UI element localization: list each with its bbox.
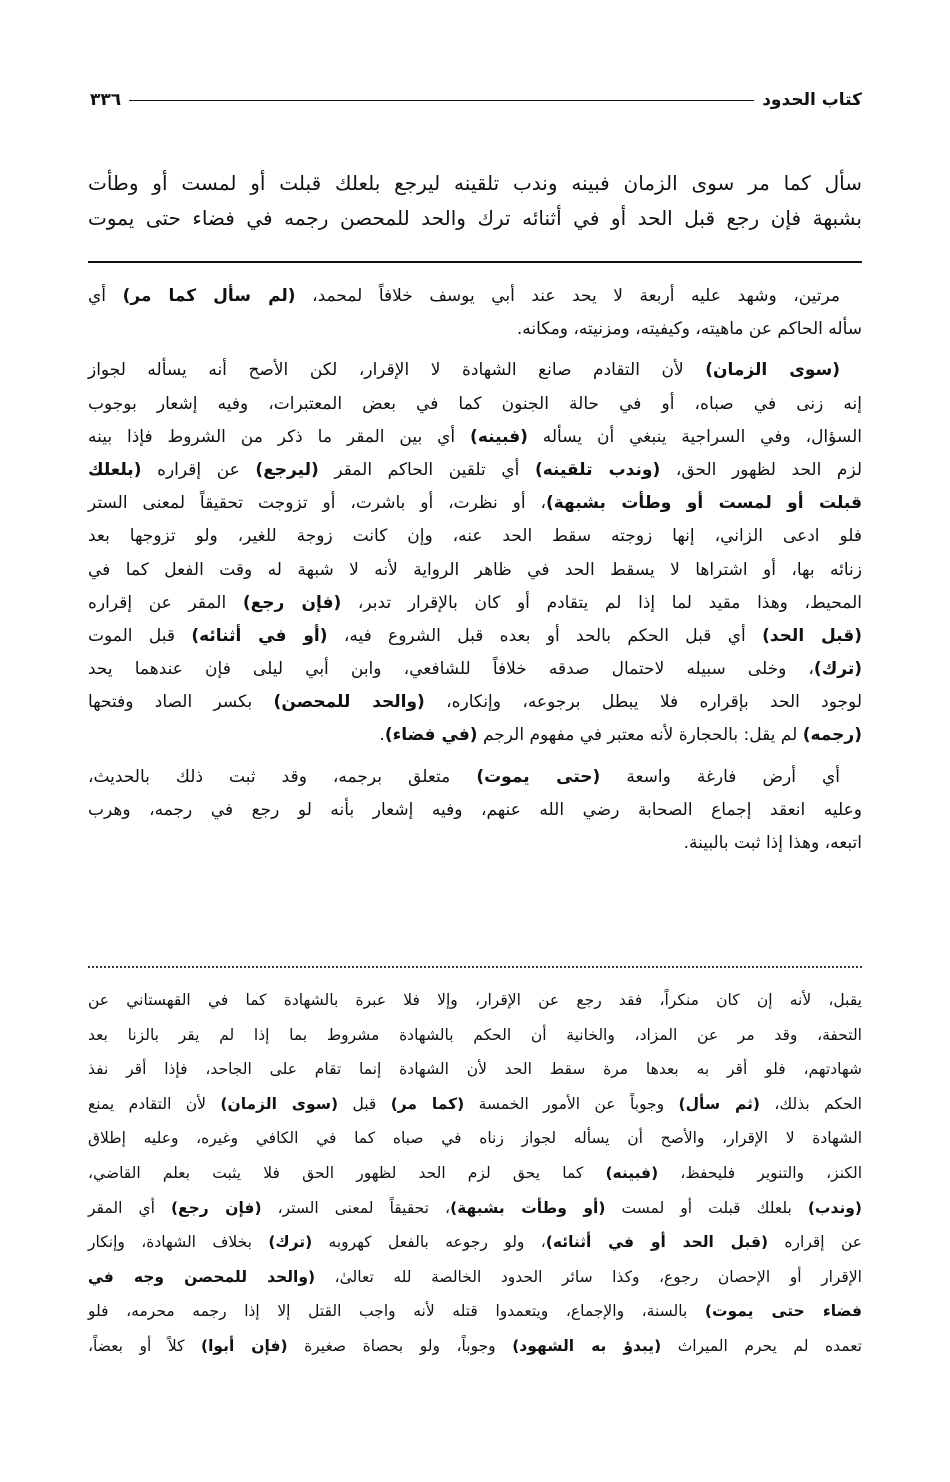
bold-term: (يبدؤ به الشهود) [512, 1336, 662, 1355]
text-line [88, 388, 862, 421]
main-text [88, 166, 862, 236]
text-line [88, 794, 862, 827]
text-line [88, 1052, 862, 1087]
bold-term: (فإن رجع) [242, 592, 342, 613]
bold-term: (ثم سأل) [678, 1094, 761, 1113]
header-rule [129, 100, 754, 101]
page-number: ٣٣٦ [90, 90, 122, 110]
bold-term: (فإن رجع) [170, 1198, 262, 1217]
bold-term: (ترك) [268, 1233, 313, 1252]
text-segment: وجوباً، ولو بحصاة صغيرة [287, 1336, 513, 1355]
text-segment: قبل [338, 1094, 391, 1113]
text-line [88, 761, 862, 794]
text-segment: السؤال، وفي السراجية ينبغي أن يسأله [527, 426, 862, 447]
commentary-paragraph [88, 761, 862, 861]
text-line [88, 454, 862, 487]
text-segment: متعلق برجمه، وقد ثبت ذلك بالحديث، [88, 766, 477, 787]
text-segment: لم يقل: بالحجارة لأنه معتبر في مفهوم الرجم [477, 725, 803, 746]
bold-term: (لم سأل كما مر) [122, 286, 296, 306]
text-segment: وجوباً عن الأمور الخمسة [464, 1094, 679, 1113]
text-line [88, 280, 862, 313]
text-line [88, 1121, 862, 1156]
text-line [88, 1260, 862, 1295]
bold-term: (فبينه) [470, 426, 528, 447]
bold-term: (كما مر) [390, 1094, 465, 1113]
text-segment: أي أرض فارغة واسعة [600, 766, 840, 787]
commentary-paragraph [88, 354, 862, 752]
bold-term: (والحد للمحصن) [273, 692, 425, 713]
footnote [88, 983, 862, 1364]
bold-term: (أو في أثنائه) [191, 625, 328, 646]
text-segment: اتبعه، وهذا إذا ثبت بالبينة. [683, 833, 862, 853]
text-line [88, 554, 862, 587]
text-segment: الإقرار أو الإحصان رجوع، وكذا سائر الحدود الخالصة لله تعالىٰ، [315, 1267, 862, 1286]
text-line [88, 587, 862, 620]
text-segment: فلو ادعى الزاني، إنها زوجته سقط الحد عنه، وإن كانت زوجة للغير، ولو تزوجها بعد [88, 526, 862, 547]
bold-term: (حتى يموت) [476, 766, 601, 787]
bold-term: فضاء حتى يموت) [704, 1302, 862, 1321]
text-segment: التحفة، وقد مر عن المزاد، والخانية أن الحكم بالشهادة مشروط بما إذا لم يقر بالزنا بعد [88, 1025, 862, 1044]
text-segment: أي المقر [88, 1198, 171, 1217]
text-segment: أي تلقين الحاكم المقر [318, 459, 535, 480]
text-segment: أي [88, 286, 123, 306]
text-line [88, 354, 862, 387]
text-line [88, 313, 862, 346]
text-segment: كلاً أو بعضاً، [88, 1336, 202, 1355]
text-line [88, 653, 862, 686]
bold-term: (قبل الحد) [762, 625, 863, 646]
text-segment: سأل كما مر سوى الزمان فبينه وندب تلقينه ليرجع بلعلك قبلت أو لمست أو وطأت [88, 171, 862, 195]
bold-term: (وندب) [807, 1198, 862, 1217]
bold-term: (فإن أبوا) [201, 1336, 288, 1355]
bold-term: (قبل الحد أو في أثنائه) [545, 1233, 769, 1252]
text-line [88, 983, 862, 1018]
running-header [90, 86, 862, 114]
bold-term: (فبينه) [605, 1163, 659, 1182]
text-segment: وعليه انعقد إجماع الصحابة رضي الله عنهم، وفيه إشعار بأنه لو رجع في رجمه، وهرب [88, 799, 862, 820]
bold-term: (بلعلك [88, 459, 142, 480]
text-segment: مرتين، وشهد عليه أربعة لا يحد عند أبي يوسف خلافاً لمحمد، [295, 286, 840, 306]
text-segment: أي قبل الحكم بالحد أو بعده قبل الشروع فيه، [327, 625, 763, 646]
text-segment: المحيط، وهذا مقيد لما إذا لم يتقادم أو كان بالإقرار تدبر، [341, 592, 863, 613]
chapter-title: كتاب الحدود [762, 90, 862, 110]
text-segment: عن إقراره [768, 1233, 862, 1252]
text-line [88, 1018, 862, 1053]
text-line [88, 1087, 862, 1122]
commentary-paragraph [88, 280, 862, 346]
text-segment: لأن التقادم صانع الشهادة لا الإقرار، لكن الأصح أنه يسأله لجواز [88, 360, 706, 381]
text-line [88, 686, 862, 719]
text-segment: قبل الموت [88, 625, 192, 646]
text-segment: أي بين المقر ما ذكر من الشروط فإذا بينه [88, 426, 471, 447]
text-line [88, 1156, 862, 1191]
text-line [88, 487, 862, 520]
bold-term: (في فضاء) [384, 725, 478, 746]
text-segment: بلعلك قبلت أو لمست [605, 1198, 808, 1217]
bold-term: (والحد للمحصن وجه في [88, 1267, 316, 1286]
text-segment: . [379, 725, 385, 746]
text-line [88, 520, 862, 553]
text-segment: الشهادة لا الإقرار، والأصح أن يسأله لجواز زناه في صباه كما في الكافي وغيره، وعليه إطلاق [88, 1129, 862, 1148]
text-line [88, 1191, 862, 1226]
text-segment: ، ولو رجوعه بالفعل كهروبه [312, 1233, 546, 1252]
text-segment: لزم الحد لظهور الحق، [660, 459, 863, 480]
text-segment: بشبهة فإن رجع قبل الحد أو في أثنائه ترك والحد للمحصن رجمه في فضاء حتى يموت [88, 206, 862, 230]
text-line [88, 827, 862, 860]
text-segment: ، وخلى سبيله لاحتمال صدقه خلافاً للشافعي، وابن أبي ليلى فإن عندهما يحد [88, 659, 814, 680]
text-segment: بكسر الصاد وفتحها [88, 692, 274, 713]
bold-term: قبلت أو لمست أو وطأت بشبهة) [545, 493, 862, 514]
bold-term: (رجمه) [802, 725, 862, 746]
text-segment: ، تحقيقاً لمعنى الستر، [261, 1198, 451, 1217]
commentary [88, 280, 862, 868]
text-segment: سأله الحاكم عن ماهيته، وكيفيته، ومزنيته، ومكانه. [516, 319, 862, 340]
main-text-divider [88, 261, 862, 263]
bold-term: (ترك) [813, 659, 862, 680]
text-segment: زنائه بها، أو اشتراها لا يسقط الحد في ظاهر الرواية لأنه لا شبهة له وقت الفعل كما في [88, 559, 862, 580]
text-segment: كما يحق لزم الحد لظهور الحق فلا يثبت بعلم القاضي، [88, 1163, 606, 1182]
text-segment: بالسنة، والإجماع، ويتعمدوا قتله لأنه واجب القتل إلا إذا رجمه محرمه، فلو [88, 1302, 705, 1321]
bold-term: (سوى الزمان) [705, 360, 840, 381]
text-line [88, 1294, 862, 1329]
text-line [88, 421, 862, 454]
text-segment: يقبل، لأنه إن كان منكراً، فقد رجع عن الإقرار، وإلا فلا عبرة بالشهادة كما في القهستاني عن [88, 991, 862, 1009]
text-segment: لأن التقادم يمنع [88, 1094, 221, 1113]
text-segment: لوجود الحد بإقراره فلا يبطل برجوعه، وإنكاره، [424, 692, 863, 713]
text-line [88, 201, 862, 236]
text-line [88, 1225, 862, 1260]
text-segment: المقر عن إقراره [88, 592, 243, 613]
text-line [88, 1329, 862, 1364]
footnote-divider [88, 966, 862, 968]
text-segment: شهادتهم، فلو أقر به بعدها مرة سقط الحد لأن الشهادة إنما تقام على الجاحد، فإذا أقر نفذ [88, 1060, 862, 1079]
text-segment: ، أو نظرت، أو باشرت، أو تزوجت تحقيقاً لمعنى الستر [88, 493, 546, 514]
text-segment: بخلاف الشهادة، وإنكار [88, 1233, 269, 1252]
text-line [88, 620, 862, 653]
bold-term: (وندب تلقينه) [534, 459, 661, 480]
text-segment: عن إقراره [141, 459, 256, 480]
text-line [88, 719, 862, 752]
text-segment: إنه زنى في صباه، أو في حالة الجنون كما في بعض المعتبرات، وفيه إشعار بوجوب [88, 393, 862, 414]
bold-term: (ليرجع) [255, 459, 319, 480]
bold-term: (أو وطأت بشبهة) [450, 1198, 606, 1217]
text-segment: الكنز، والتنوير فليحفظ، [658, 1163, 862, 1182]
text-segment: تعمده لم يحرم الميراث [661, 1336, 862, 1355]
text-line [88, 166, 862, 201]
bold-term: (سوى الزمان) [220, 1094, 339, 1113]
text-segment: الحكم بذلك، [760, 1094, 862, 1113]
